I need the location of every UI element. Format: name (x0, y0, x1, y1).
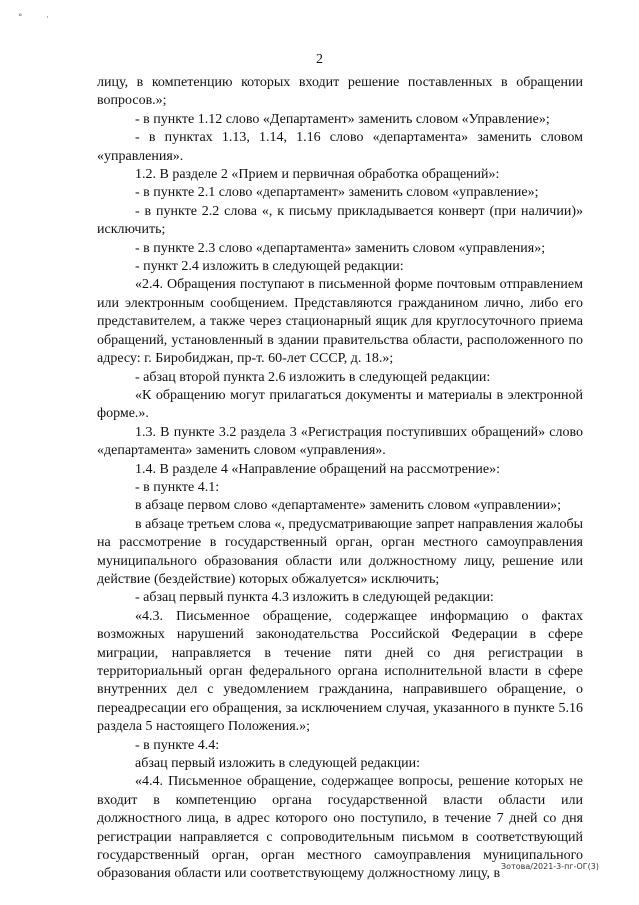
document-reference: Зотова/2021-3-пг-ОГ(3) (501, 862, 599, 871)
paragraph-quote-4-3: «4.3. Письменное обращение, содержащее информацию о фактах возможных нарушений законодательства Российской Федерации в сфере миграции, направляется в течение пяти дней со дня регистрации в территориальный орган федерального органа исполнительной власти в сфере внутренних дел с уведомлением гражданина, направившего обращение, о переадресации его обращения, за исключением случая, указанного в пункте 5.16 раздела 5 настоящего Положения.»; (97, 608, 583, 735)
paragraph-item-4-4-first: абзац первый изложить в следующей редакции: (135, 756, 421, 772)
paragraph-item-4-1: - в пункте 4.1: (135, 479, 220, 495)
paragraph-item-2-6: - абзац второй пункта 2.6 изложить в следующей редакции: (135, 369, 491, 385)
document-body (97, 74, 583, 884)
scan-mark-right: · (46, 13, 49, 23)
paragraph-quote-4-4: «4.4. Письменное обращение, содержащее вопросы, решение которых не входит в компетенцию органа государственной власти области или должностного лица, в адрес которого оно поступило, в течение 7 дней со дня регистрации направляется с сопроводительным письмом в соответствующий государственный орган, орган местного самоуправления муниципального образования области или соответствующему должностному лицу, в (97, 774, 583, 882)
scan-mark-left: ° (18, 13, 23, 23)
paragraph-item-1-13: - в пунктах 1.13, 1.14, 1.16 слово «департамента» заменить словом «управления». (97, 130, 583, 164)
paragraph-continuation: лицу, в компетенцию которых входит решение поставленных в обращении вопросов.»; (97, 75, 583, 109)
paragraph-item-2-4: - пункт 2.4 изложить в следующей редакции: (135, 259, 404, 275)
paragraph-quote-2-4: «2.4. Обращения поступают в письменной форме почтовым отправлением или электронным сообщением. Представляются гражданином лично, либо его представителем, а также через стационарный ящик для круглосуточного приема обращений, установленный в здании правительства области, расположенного по адресу: г. Биробиджан, пр-т. 60-лет СССР, д. 18.»; (97, 277, 583, 367)
paragraph-item-2-1: - в пункте 2.1 слово «департамент» заменить словом «управление»; (135, 185, 539, 201)
paragraph-section-1-4: 1.4. В разделе 4 «Направление обращений на рассмотрение»: (135, 461, 500, 477)
paragraph-item-4-4: - в пункте 4.4: (135, 737, 220, 753)
paragraph-quote-2-6: «К обращению могут прилагаться документы и материалы в электронной форме.». (97, 387, 583, 422)
paragraph-section-1-2: 1.2. В разделе 2 «Прием и первичная обработка обращений»: (135, 167, 500, 183)
paragraph-item-4-3: - абзац первый пункта 4.3 изложить в следующей редакции: (135, 590, 494, 606)
paragraph-item-4-1-third: в абзаце третьем слова «, предусматривающие запрет направления жалобы на рассмотрение в государственный орган, орган местного самоуправления муниципального образования области или должностному лицу, решение или действие (бездействие) которых обжалуется» исключить; (97, 516, 583, 587)
page-number: 2 (316, 52, 323, 67)
paragraph-item-4-1-first: в абзаце первом слово «департаменте» заменить словом «управлении»; (135, 498, 561, 514)
paragraph-item-2-2: - в пункте 2.2 слова «, к письму прикладывается конверт (при наличии)» исключить; (97, 203, 583, 238)
paragraph-item-1-12: - в пункте 1.12 слово «Департамент» заменить словом «Управление»; (135, 111, 550, 127)
paragraph-section-1-3: 1.3. В пункте 3.2 раздела 3 «Регистрация поступивших обращений» слово «департамента» заменить словом «управления». (97, 424, 583, 459)
paragraph-item-2-3: - в пункте 2.3 слово «департамента» заменить словом «управления»; (135, 240, 546, 256)
